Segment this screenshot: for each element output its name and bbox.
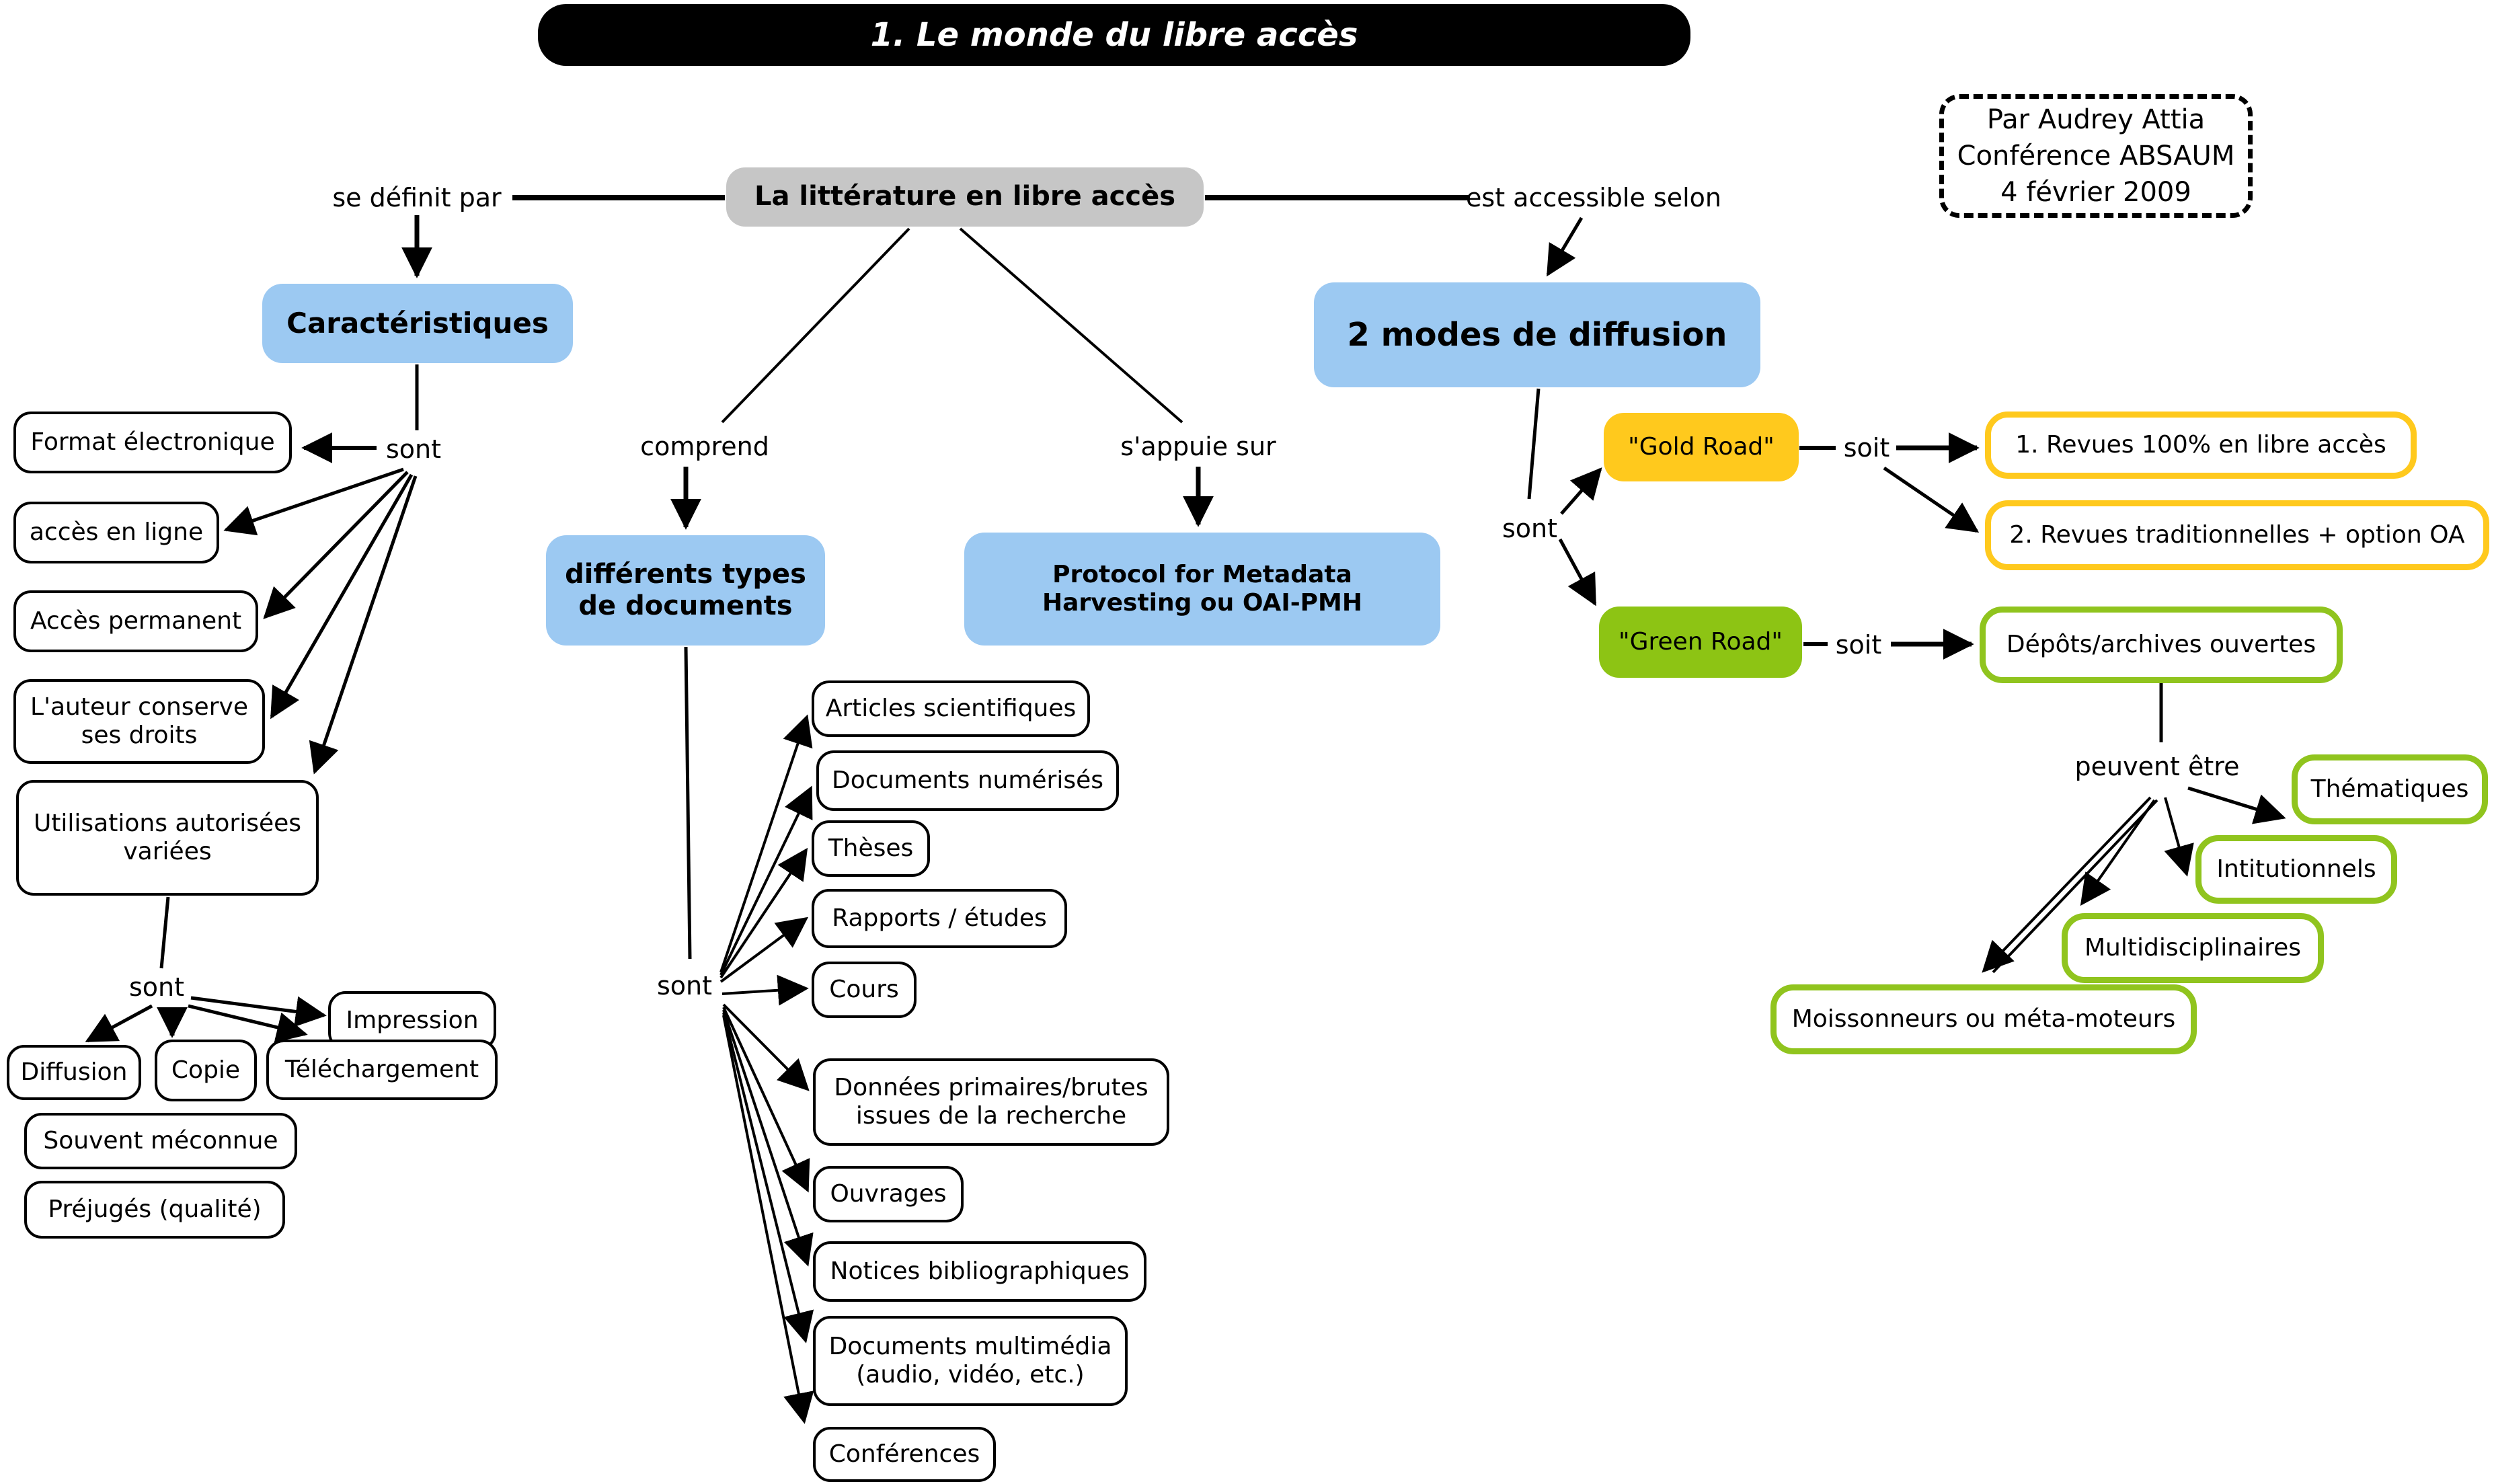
node-telechargement: Téléchargement xyxy=(266,1040,498,1100)
edge-label-sont-2: sont xyxy=(128,972,185,1002)
node-donnees-primaires: Données primaires/brutes issues de la recherche xyxy=(813,1058,1169,1146)
edge-label-sont-3: sont xyxy=(656,971,713,1001)
edge-label-soit-green: soit xyxy=(1835,630,1882,660)
node-prejuges-qualite: Préjugés (qualité) xyxy=(24,1181,285,1239)
credit-box xyxy=(1939,94,2253,218)
connectors xyxy=(87,198,2284,1421)
node-revues-traditionnelles: 2. Revues traditionnelles + option OA xyxy=(1985,500,2489,570)
edge-label-sont-1: sont xyxy=(385,434,442,464)
root-node: La littérature en libre accès xyxy=(726,167,1204,227)
edge-label-soit-gold: soit xyxy=(1843,433,1890,463)
node-intitutionnels: Intitutionnels xyxy=(2195,835,2397,904)
node-rapports-etudes: Rapports / études xyxy=(812,889,1067,948)
node-utilisations-autorisees: Utilisations autorisées variées xyxy=(16,780,319,896)
node-thematiques: Thématiques xyxy=(2292,754,2488,824)
node-depots-archives: Dépôts/archives ouvertes xyxy=(1980,607,2343,683)
node-documents-numerises: Documents numérisés xyxy=(816,750,1119,811)
node-auteur-conserve-droits: L'auteur conserve ses droits xyxy=(13,679,265,764)
credit-line-author: Par Audrey Attia xyxy=(1986,104,2206,135)
node-differents-types: différents types de documents xyxy=(546,535,825,646)
edge-label-sappuie-sur: s'appuie sur xyxy=(1120,432,1276,461)
node-multidisciplinaires: Multidisciplinaires xyxy=(2062,913,2324,983)
title-banner: 1. Le monde du libre accès xyxy=(538,4,1690,66)
credit-line-date: 4 février 2009 xyxy=(2000,177,2191,208)
node-impression: Impression xyxy=(328,991,496,1050)
node-2-modes-diffusion: 2 modes de diffusion xyxy=(1314,282,1760,387)
node-diffusion: Diffusion xyxy=(7,1045,141,1100)
node-protocol-oai-pmh: Protocol for Metadata Harvesting ou OAI-PMH xyxy=(964,533,1440,646)
node-articles-scientifiques: Articles scientifiques xyxy=(812,680,1090,737)
edge-label-comprend: comprend xyxy=(640,432,769,461)
node-documents-multimedia: Documents multimédia (audio, vidéo, etc.) xyxy=(813,1316,1128,1406)
node-copie: Copie xyxy=(155,1040,257,1101)
edge-label-est-accessible-selon: est accessible selon xyxy=(1466,183,1721,212)
node-ouvrages: Ouvrages xyxy=(813,1166,964,1222)
node-cours: Cours xyxy=(812,962,917,1018)
node-green-road: "Green Road" xyxy=(1599,607,1802,678)
edge-label-se-definit-par: se définit par xyxy=(332,183,502,212)
node-notices-bibliographiques: Notices bibliographiques xyxy=(813,1241,1146,1302)
node-caracteristiques: Caractéristiques xyxy=(262,284,573,363)
node-revues-libre-acces: 1. Revues 100% en libre accès xyxy=(1985,412,2417,479)
node-theses: Thèses xyxy=(812,820,930,877)
node-gold-road: "Gold Road" xyxy=(1604,413,1799,481)
node-moissonneurs: Moissonneurs ou méta-moteurs xyxy=(1770,984,2197,1054)
node-conferences: Conférences xyxy=(813,1427,996,1482)
node-acces-permanent: Accès permanent xyxy=(13,590,258,652)
credit-line-conference: Conférence ABSAUM xyxy=(1957,141,2235,171)
edge-label-peuvent-etre: peuvent être xyxy=(2074,752,2240,781)
edge-label-sont-4: sont xyxy=(1502,514,1558,543)
node-format-electronique: Format électronique xyxy=(13,412,292,473)
node-souvent-meconnue: Souvent méconnue xyxy=(24,1113,297,1169)
node-acces-en-ligne: accès en ligne xyxy=(13,502,219,563)
